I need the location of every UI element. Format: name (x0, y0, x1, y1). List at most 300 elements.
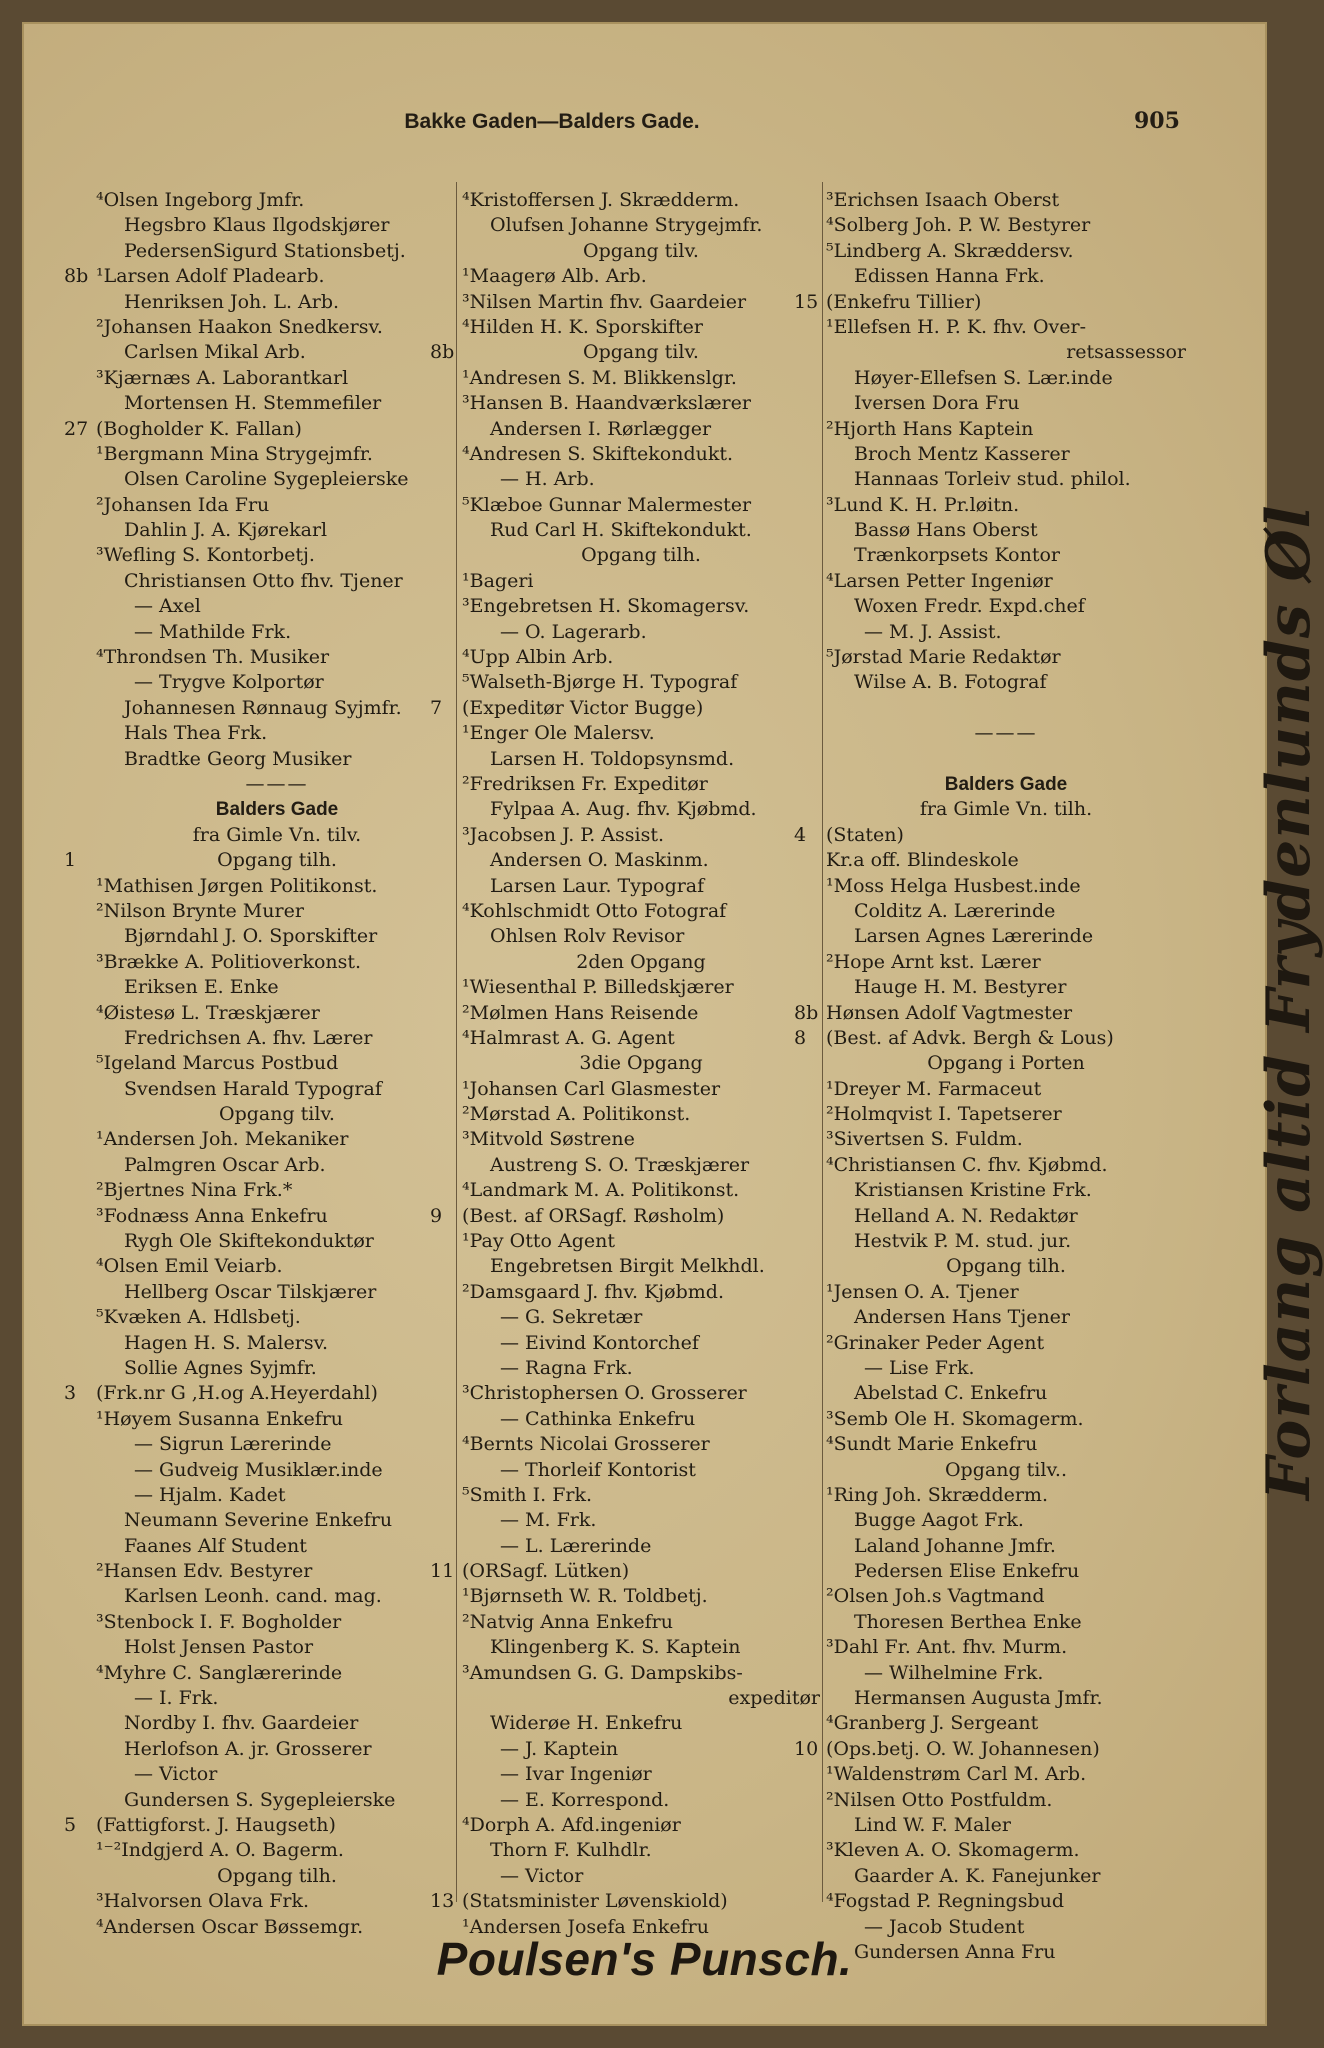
entry-text: — Thorleif Kontorist (500, 1458, 696, 1481)
directory-entry (826, 1559, 1186, 1584)
entry-text: ⁴Kohlschmidt Otto Fotograf (462, 899, 727, 922)
directory-entry (826, 1762, 1186, 1787)
entry-text: ²Mølmen Hans Reisende (462, 1001, 699, 1024)
directory-entry (826, 1178, 1186, 1203)
entry-text: Kr.a off. Blindeskole (826, 849, 1019, 872)
house-number: 1 (64, 849, 77, 872)
directory-entry (462, 1661, 820, 1686)
directory-entry (462, 874, 820, 899)
directory-entry (462, 797, 820, 822)
page-title: Bakke Gaden—Balders Gade. (404, 110, 700, 133)
entry-text: ⁴Sundt Marie Enkefru (826, 1433, 1038, 1456)
entry-text: Nordby I. fhv. Gaardeier (124, 1712, 359, 1735)
directory-entry (462, 366, 820, 391)
directory-entry (96, 442, 458, 467)
house-number: 27 (64, 417, 89, 440)
entry-text: Hellberg Oscar Tilskjærer (124, 1280, 377, 1303)
directory-entry (826, 1305, 1186, 1330)
directory-entry (462, 569, 820, 594)
entry-text: Lind W. F. Maler (854, 1814, 1011, 1836)
entry-text: ¹Maagerø Alb. Arb. (462, 265, 647, 288)
directory-entry (96, 1864, 458, 1889)
directory-entry (826, 1153, 1186, 1178)
directory-entry (462, 417, 820, 442)
entry-text: Opgang tilh. (217, 1864, 337, 1887)
directory-entry (96, 1483, 458, 1508)
entry-text: Opgang i Porten (927, 1052, 1085, 1075)
directory-entry (826, 264, 1186, 289)
directory-entry (826, 1432, 1186, 1457)
entry-text: ¹Bageri (462, 569, 534, 592)
entry-text: ⁴Granberg J. Sergeant (826, 1712, 1039, 1735)
directory-entry (462, 1737, 820, 1762)
entry-text: Hegsbro Klaus Ilgodskjører (124, 214, 390, 237)
entry-text: ¹Larsen Adolf Pladearb. (96, 265, 325, 288)
directory-entry (462, 1458, 820, 1483)
entry-text: ¹Andresen S. M. Blikkenslgr. (462, 366, 737, 389)
directory-entry (462, 1711, 820, 1736)
directory-page (22, 22, 1324, 2026)
street-heading: Balders Gade (944, 773, 1068, 795)
directory-entry (96, 594, 458, 619)
entry-text: ¹Moss Helga Husbest.inde (826, 874, 1081, 897)
directory-entry (462, 518, 820, 543)
directory-entry (826, 366, 1186, 391)
directory-entry (462, 391, 820, 416)
entry-text: Iversen Dora Fru (854, 392, 1020, 415)
entry-text: ⁴Solberg Joh. P. W. Bestyrer (826, 214, 1091, 237)
entry-text: Palmgren Oscar Arb. (124, 1153, 326, 1176)
entry-text: Helland A. N. Redaktør (854, 1204, 1078, 1227)
entry-text: — E. Korrespond. (500, 1788, 670, 1811)
directory-entry (462, 1534, 820, 1559)
directory-entry (826, 1635, 1186, 1660)
entry-text: ⁴Øistesø L. Træskjærer (96, 1001, 320, 1024)
entry-text: Faanes Alf Student (124, 1534, 307, 1557)
directory-entry (826, 975, 1186, 1000)
entry-text: Austreng S. O. Træskjærer (490, 1153, 750, 1176)
entry-text: (Best. af Advk. Bergh & Lous) (826, 1026, 1114, 1049)
directory-entry (794, 1001, 1186, 1026)
directory-entry (462, 1762, 820, 1787)
directory-entry (96, 772, 458, 797)
entry-text: ²Nilson Brynte Murer (96, 899, 304, 922)
footer-advertisement: Poulsen's Punsch. (436, 1933, 853, 1985)
entry-text: ⁴Olsen Emil Veiarb. (96, 1255, 283, 1278)
directory-entry (462, 493, 820, 518)
entry-text: Widerøe H. Enkefru (490, 1712, 683, 1735)
entry-text: (Fattigforst. J. Haugseth) (96, 1814, 336, 1836)
directory-entry (826, 340, 1186, 365)
directory-entry (826, 594, 1186, 619)
entry-text: ⁴Kristoffersen J. Skrædderm. (462, 189, 740, 211)
entry-text: ³Fodnæss Anna Enkefru (96, 1204, 328, 1227)
directory-entry (826, 1864, 1186, 1889)
directory-entry (462, 1686, 820, 1711)
directory-entry (794, 290, 1186, 315)
entry-text: Holst Jensen Pastor (124, 1636, 314, 1659)
directory-entry (826, 391, 1186, 416)
house-number: 7 (430, 696, 443, 719)
entry-text: ²Olsen Joh.s Vagtmand (826, 1585, 1045, 1608)
directory-entry (826, 493, 1186, 518)
directory-entry (462, 975, 820, 1000)
directory-entry (462, 772, 820, 797)
directory-entry (826, 924, 1186, 949)
directory-entry (826, 1788, 1186, 1813)
entry-text: Carlsen Mikal Arb. (124, 341, 306, 364)
entry-text: Rud Carl H. Skiftekondukt. (490, 519, 752, 542)
entry-text: ⁵Igeland Marcus Postbud (96, 1052, 339, 1075)
entry-text: (Expeditør Victor Bugge) (462, 696, 704, 719)
directory-entry (430, 696, 820, 721)
directory-entry (96, 874, 458, 899)
entry-text: Opgang tilv.. (944, 1458, 1067, 1481)
entry-text: Olsen Caroline Sygepleierske (124, 468, 409, 491)
house-number: 4 (794, 823, 807, 846)
entry-text: ³Kleven A. O. Skomagerm. (826, 1839, 1080, 1862)
directory-column-3 (794, 188, 1186, 1965)
entry-text: Larsen Agnes Lærerinde (854, 925, 1094, 948)
directory-entry (462, 1508, 820, 1533)
entry-text: Gundersen Anna Fru (854, 1940, 1056, 1963)
entry-text: ³Jacobsen J. P. Assist. (462, 823, 665, 846)
entry-text: Neumann Severine Enkefru (124, 1509, 393, 1532)
directory-entry (826, 1077, 1186, 1102)
entry-text: ²Bjertnes Nina Frk.* (96, 1179, 293, 1202)
entry-text: ³Amundsen G. G. Dampskibs- (462, 1661, 743, 1684)
entry-text: — O. Lagerarb. (500, 620, 647, 643)
directory-entry (462, 543, 820, 568)
entry-text: (Statsminister Løvenskiold) (462, 1890, 728, 1913)
directory-entry (826, 620, 1186, 645)
directory-entry (96, 1127, 458, 1152)
directory-entry (826, 797, 1186, 822)
entry-text: Opgang tilv. (583, 239, 699, 262)
entry-text: fra Gimle Vn. tilv. (192, 823, 362, 846)
directory-entry (96, 721, 458, 746)
directory-entry (826, 899, 1186, 924)
directory-entry (96, 1204, 458, 1229)
entry-text: Opgang tilh. (946, 1255, 1066, 1278)
directory-entry (96, 340, 458, 365)
entry-text: — Eivind Kontorchef (500, 1331, 699, 1354)
entry-text: Pedersen Elise Enkefru (854, 1560, 1080, 1583)
directory-entry (462, 1001, 820, 1026)
directory-entry (462, 1584, 820, 1609)
entry-text: Hals Thea Frk. (124, 722, 268, 745)
directory-entry (462, 620, 820, 645)
directory-entry (96, 493, 458, 518)
directory-entry (826, 696, 1186, 721)
house-number: 8b (430, 341, 455, 364)
entry-text: — Hjalm. Kadet (134, 1483, 286, 1506)
entry-text: Olufsen Johanne Strygejmfr. (490, 214, 763, 237)
section-divider: ——— (245, 772, 309, 795)
entry-text: Dahlin J. A. Kjørekarl (124, 519, 328, 542)
directory-entry (96, 899, 458, 924)
directory-entry (826, 721, 1186, 746)
directory-entry (96, 1584, 458, 1609)
entry-text: — Mathilde Frk. (134, 620, 292, 643)
directory-entry (826, 1381, 1186, 1406)
entry-text: Laland Johanne Jmfr. (854, 1534, 1056, 1557)
directory-entry (826, 874, 1186, 899)
entry-text: ¹Waldenstrøm Carl M. Arb. (826, 1763, 1087, 1786)
directory-entry (96, 213, 458, 238)
directory-entry (826, 1127, 1186, 1152)
entry-text: ²Nilsen Otto Postfuldm. (826, 1788, 1053, 1811)
entry-text: ²Fredriksen Fr. Expeditør (462, 772, 708, 795)
entry-text: ³Mitvold Søstrene (462, 1128, 635, 1151)
directory-entry (462, 1788, 820, 1813)
directory-entry (826, 543, 1186, 568)
entry-text: Broch Mentz Kasserer (854, 442, 1070, 465)
directory-entry (462, 264, 820, 289)
entry-text: ²Holmqvist I. Tapetserer (826, 1103, 1062, 1126)
entry-text: Hagen H. S. Malersv. (124, 1331, 329, 1354)
directory-entry (96, 1737, 458, 1762)
entry-text: Bassø Hans Oberst (854, 519, 1038, 542)
entry-text: Hønsen Adolf Vagtmester (826, 1001, 1073, 1024)
entry-text: — Wilhelmine Frk. (864, 1661, 1044, 1684)
entry-text: Opgang tilv. (583, 341, 699, 364)
entry-text: — J. Kaptein (500, 1737, 619, 1760)
entry-text: Engebretsen Birgit Melkhdl. (490, 1255, 765, 1278)
entry-text: — Ivar Ingeniør (500, 1763, 652, 1786)
entry-text: Bradtke Georg Musiker (124, 747, 352, 770)
directory-entry (96, 924, 458, 949)
directory-entry (64, 1381, 458, 1406)
entry-text: Larsen H. Toldopsynsmd. (490, 747, 735, 770)
directory-entry (462, 1483, 820, 1508)
entry-text: ⁵Lindberg A. Skræddersv. (826, 239, 1074, 262)
directory-entry (826, 213, 1186, 238)
directory-entry (96, 188, 458, 213)
directory-entry (462, 1331, 820, 1356)
entry-text: ¹Ring Joh. Skrædderm. (826, 1483, 1048, 1506)
section-divider: ——— (974, 722, 1038, 745)
directory-entry (64, 848, 458, 873)
directory-entry (794, 1026, 1186, 1051)
directory-entry (96, 315, 458, 340)
entry-text: Opgang tilh. (581, 544, 701, 567)
directory-entry (462, 1635, 820, 1660)
directory-entry (96, 1711, 458, 1736)
directory-entry (826, 1661, 1186, 1686)
directory-entry (826, 1102, 1186, 1127)
entry-text: ⁵Walseth-Bjørge H. Typograf (462, 671, 738, 694)
entry-text: Andersen O. Maskinm. (490, 849, 709, 872)
directory-entry (826, 1508, 1186, 1533)
directory-entry (96, 645, 458, 670)
entry-text: — H. Arb. (500, 468, 595, 491)
entry-text: Trænkorpsets Kontor (854, 544, 1060, 567)
directory-entry (462, 188, 820, 213)
entry-text: ¹Pay Otto Agent (462, 1230, 615, 1253)
directory-entry (794, 823, 1186, 848)
directory-entry (96, 239, 458, 264)
directory-entry (64, 264, 458, 289)
entry-text: — M. Frk. (500, 1509, 597, 1532)
entry-text: ⁴Throndsen Th. Musiker (96, 646, 330, 669)
directory-entry (96, 1458, 458, 1483)
directory-entry (826, 848, 1186, 873)
directory-entry (462, 1127, 820, 1152)
directory-entry (462, 645, 820, 670)
entry-text: ³Engebretsen H. Skomagersv. (462, 595, 750, 618)
directory-entry (462, 1356, 820, 1381)
entry-text: ¹Andersen Joh. Mekaniker (96, 1128, 349, 1151)
directory-entry (826, 1280, 1186, 1305)
entry-text: ⁵Kvæken A. Hdlsbetj. (96, 1306, 301, 1329)
entry-text: ⁴Bernts Nicolai Grosserer (462, 1433, 710, 1456)
directory-entry (462, 1305, 820, 1330)
entry-text: Svendsen Harald Typograf (124, 1077, 382, 1100)
directory-entry (826, 1356, 1186, 1381)
entry-text: ⁴Andresen S. Skiftekondukt. (462, 442, 734, 465)
directory-entry (826, 1534, 1186, 1559)
entry-text: ²Grinaker Peder Agent (826, 1331, 1045, 1354)
directory-entry (462, 721, 820, 746)
directory-entry (462, 848, 820, 873)
entry-text: — I. Frk. (134, 1687, 219, 1710)
house-number: 9 (430, 1204, 443, 1227)
directory-entry (462, 239, 820, 264)
entry-text: ⁴Olsen Ingeborg Jmfr. (96, 189, 305, 211)
entry-text: ³Halvorsen Olava Frk. (96, 1890, 310, 1913)
entry-text: ²Johansen Ida Fru (96, 493, 270, 516)
directory-entry (826, 1889, 1186, 1914)
directory-entry (462, 1610, 820, 1635)
entry-text: Gundersen S. Sygepleierske (124, 1788, 396, 1811)
directory-entry (462, 1432, 820, 1457)
directory-entry (96, 1432, 458, 1457)
directory-entry (826, 188, 1186, 213)
directory-entry (826, 417, 1186, 442)
directory-entry (96, 1153, 458, 1178)
directory-entry (826, 772, 1186, 797)
entry-text: — G. Sekretær (500, 1306, 643, 1329)
entry-text: ⁴Halmrast A. G. Agent (462, 1026, 675, 1049)
directory-entry (794, 1737, 1186, 1762)
directory-entry (96, 975, 458, 1000)
directory-entry (96, 1102, 458, 1127)
directory-entry (430, 1889, 820, 1914)
directory-entry (96, 1559, 458, 1584)
entry-text: ¹Bjørnseth W. R. Toldbetj. (462, 1585, 708, 1608)
entry-text: (Bogholder K. Fallan) (96, 417, 302, 440)
directory-entry (96, 823, 458, 848)
directory-entry (462, 1407, 820, 1432)
entry-text: Fylpaa A. Aug. fhv. Kjøbmd. (490, 798, 757, 821)
directory-entry (462, 924, 820, 949)
directory-entry (462, 823, 820, 848)
entry-text: ²Hansen Edv. Bestyrer (96, 1560, 313, 1583)
entry-text: ³Nilsen Martin fhv. Gaardeier (462, 290, 747, 313)
directory-entry (96, 1077, 458, 1102)
directory-entry (826, 239, 1186, 264)
entry-text: (Ops.betj. O. W. Johannesen) (826, 1737, 1100, 1760)
entry-text: ⁴Landmark M. A. Politikonst. (462, 1179, 740, 1202)
entry-text: Rygh Ole Skiftekonduktør (124, 1230, 374, 1253)
directory-entry (826, 1483, 1186, 1508)
directory-entry (462, 1280, 820, 1305)
entry-text: Herlofson A. jr. Grosserer (124, 1737, 372, 1760)
directory-entry (826, 467, 1186, 492)
entry-text: Christiansen Otto fhv. Tjener (124, 569, 403, 592)
directory-entry (96, 696, 458, 721)
directory-entry (826, 315, 1186, 340)
entry-text: ³Semb Ole H. Skomagerm. (826, 1407, 1084, 1430)
directory-entry (826, 645, 1186, 670)
entry-text: ⁴Hilden H. K. Sporskifter (462, 315, 703, 338)
directory-entry (96, 1331, 458, 1356)
directory-entry (826, 1610, 1186, 1635)
directory-entry (96, 797, 458, 822)
directory-entry (96, 1635, 458, 1660)
entry-text: ³Kjærnæs A. Laborantkarl (96, 366, 349, 389)
directory-column-2 (430, 188, 820, 1940)
entry-text: — Cathinka Enkefru (500, 1407, 696, 1430)
entry-text: Hestvik P. M. stud. jur. (854, 1230, 1072, 1253)
entry-text: Andersen Hans Tjener (854, 1306, 1071, 1329)
entry-text: — M. J. Assist. (864, 620, 1002, 643)
directory-entry (64, 1813, 458, 1838)
directory-entry (462, 467, 820, 492)
entry-text: Wilse A. B. Fotograf (854, 671, 1047, 694)
entry-text: ²Hope Arnt kst. Lærer (826, 950, 1041, 973)
entry-text: ¹Ellefsen H. P. K. fhv. Over- (826, 315, 1087, 338)
directory-entry (826, 1229, 1186, 1254)
entry-text: Colditz A. Lærerinde (854, 899, 1056, 922)
directory-entry (96, 1178, 458, 1203)
entry-text: ²Johansen Haakon Snedkersv. (96, 315, 383, 338)
entry-text: Johannesen Rønnaug Syjmfr. (124, 696, 402, 719)
directory-entry (96, 1610, 458, 1635)
house-number: 8b (794, 1001, 819, 1024)
entry-text: ⁴Larsen Petter Ingeniør (826, 569, 1053, 592)
entry-text: ⁴Myhre C. Sanglærerinde (96, 1661, 343, 1684)
entry-text: ¹Johansen Carl Glasmester (462, 1077, 721, 1100)
entry-text: ¹Wiesenthal P. Billedskjærer (462, 976, 734, 999)
entry-text: Karlsen Leonh. cand. mag. (124, 1585, 382, 1608)
directory-entry (96, 518, 458, 543)
directory-entry (96, 670, 458, 695)
directory-entry (96, 290, 458, 315)
directory-entry (826, 1254, 1186, 1279)
entry-text: ²Mørstad A. Politikonst. (462, 1103, 691, 1126)
entry-text: ⁴Fogstad P. Regningsbud (826, 1890, 1065, 1913)
entry-text: Fredrichsen A. fhv. Lærer (124, 1026, 373, 1049)
entry-text: 3die Opgang (579, 1052, 703, 1075)
directory-entry (826, 1813, 1186, 1838)
entry-text: ³Erichsen Isaach Oberst (826, 189, 1060, 211)
entry-text: Kristiansen Kristine Frk. (854, 1179, 1092, 1202)
directory-entry (462, 747, 820, 772)
entry-text: (Enkefru Tillier) (826, 290, 982, 313)
entry-text: Hannaas Torleiv stud. philol. (854, 468, 1131, 491)
entry-text: ¹Enger Ole Malersv. (462, 722, 655, 745)
directory-entry (826, 1407, 1186, 1432)
directory-column-1 (64, 188, 458, 1940)
directory-entry (96, 1762, 458, 1787)
entry-text: retsassessor (1066, 341, 1186, 364)
directory-entry (462, 899, 820, 924)
entry-text: ¹Mathisen Jørgen Politikonst. (96, 874, 378, 897)
entry-text: Andersen I. Rørlægger (490, 417, 712, 440)
entry-text: ⁴Andersen Oscar Bøssemgr. (96, 1915, 364, 1938)
